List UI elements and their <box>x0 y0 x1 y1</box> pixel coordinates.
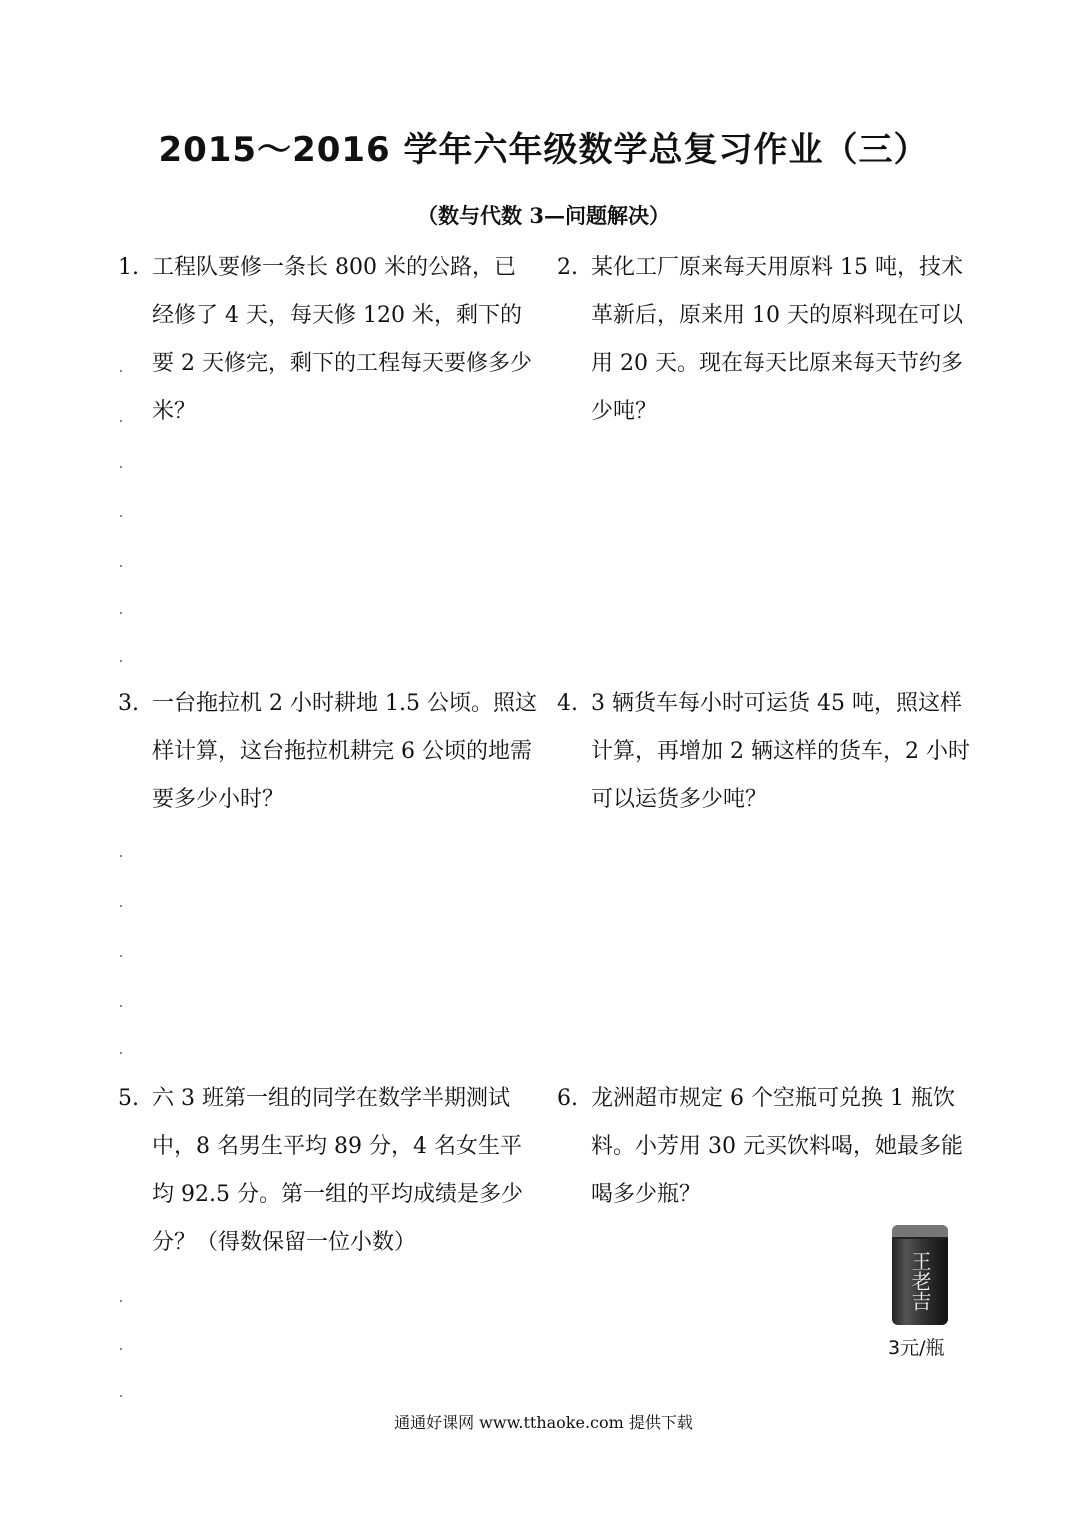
problem-1 <box>118 244 548 464</box>
drink-can-icon <box>892 1225 948 1325</box>
page-subtitle: （数与代数 3—问题解决） <box>417 203 670 228</box>
problem-5 <box>118 1075 548 1295</box>
problem-number: 1. <box>118 255 139 280</box>
can-brand-label: 王老吉 <box>908 1251 932 1311</box>
margin-dot <box>120 955 122 957</box>
problem-text: 六 3 班第一组的同学在数学半期测试中，8 名男生平均 89 分，4 名女生平均 92.5 分。第一组的平均成绩是多少分？（得数保留一位小数） <box>152 1086 523 1255</box>
problem-number: 3. <box>118 691 139 716</box>
margin-dot <box>120 420 122 422</box>
footer-credit: 通通好课网 www.tthaoke.com 提供下载 <box>394 1413 693 1432</box>
margin-dot <box>120 660 122 662</box>
problem-text: 工程队要修一条长 800 米的公路，已经修了 4 天，每天修 120 米，剩下的要 2 天修完，剩下的工程每天要修多少米？ <box>152 255 532 424</box>
page-title: 2015～2016 学年六年级数学总复习作业（三） <box>158 130 929 170</box>
problem-3 <box>118 680 548 900</box>
margin-dot <box>120 1300 122 1302</box>
margin-dot <box>120 905 122 907</box>
margin-dot <box>120 1395 122 1397</box>
problem-number: 6. <box>557 1086 578 1111</box>
problem-text: 一台拖拉机 2 小时耕地 1.5 公顷。照这样计算，这台拖拉机耕完 6 公顷的地需要多少小时？ <box>152 691 537 812</box>
margin-dot <box>120 466 122 468</box>
price-label: 3元/瓶 <box>888 1337 945 1359</box>
margin-dot <box>120 612 122 614</box>
margin-dot <box>120 565 122 567</box>
margin-dot <box>120 1005 122 1007</box>
margin-dot <box>120 1348 122 1350</box>
problem-4 <box>557 680 987 900</box>
problem-number: 2. <box>557 255 578 280</box>
problem-number: 5. <box>118 1086 139 1111</box>
problem-text: 3 辆货车每小时可运货 45 吨，照这样计算，再增加 2 辆这样的货车，2 小时可以运货多少吨？ <box>591 691 970 812</box>
problem-text: 龙洲超市规定 6 个空瓶可兑换 1 瓶饮料。小芳用 30 元买饮料喝，她最多能喝多少瓶？ <box>591 1086 963 1207</box>
problem-2 <box>557 244 987 464</box>
problem-text: 某化工厂原来每天用原料 15 吨，技术革新后，原来用 10 天的原料现在可以用 20 天。现在每天比原来每天节约多少吨？ <box>591 255 963 424</box>
margin-dot <box>120 855 122 857</box>
problem-number: 4. <box>557 691 578 716</box>
margin-dot <box>120 515 122 517</box>
margin-dot <box>120 370 122 372</box>
margin-dot <box>120 1052 122 1054</box>
